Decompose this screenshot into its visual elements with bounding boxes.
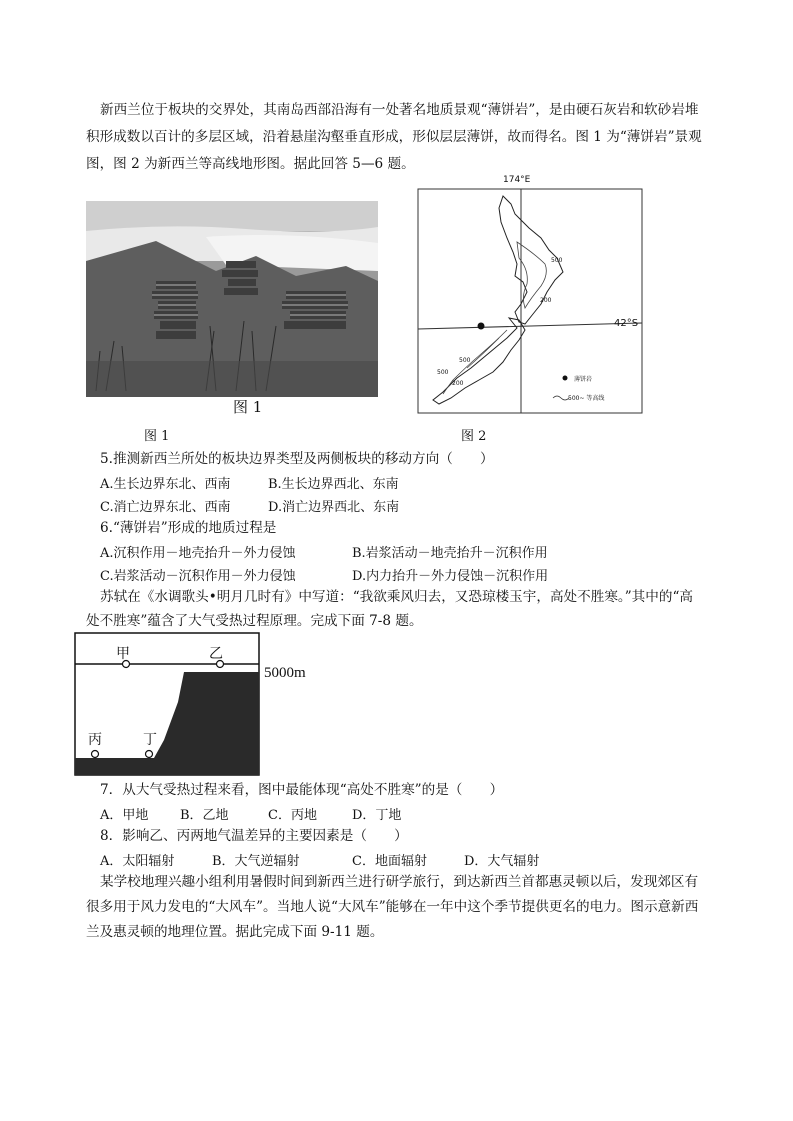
q5-option-d: D.消亡边界西北、东南 [268, 500, 400, 515]
label-jia: 甲 [116, 646, 130, 662]
q7-option-b: B．乙地 [180, 808, 229, 823]
outro-line-2: 很多用于风力发电的“大风车”。当地人说“大风车”能够在一年中这个季节提供更名的电力。图示意新西 [86, 899, 699, 915]
q7-option-c: C．丙地 [268, 808, 317, 823]
legend-contour-label: 500~ 等高线 [568, 395, 605, 402]
fig1-caption: 图 1 [144, 429, 170, 444]
outro-line-1: 某学校地理兴趣小组利用暑假时间到新西兰进行研学旅行，到达新西兰首都惠灵顿以后，发现郊区有 [100, 874, 699, 890]
longitude-label: 174°E [503, 175, 531, 185]
q7-option-d: D．丁地 [352, 808, 402, 823]
contour-label: 500 [459, 357, 471, 364]
q8-option-b: B．大气逆辐射 [212, 854, 300, 869]
altitude-diagram [74, 632, 324, 777]
legend-point-label: 薄饼岩 [574, 376, 593, 383]
q5-option-a: A.生长边界东北、西南 [100, 477, 231, 492]
q5-option-c: C.消亡边界东北、西南 [100, 500, 231, 515]
q8-option-d: D．大气辐射 [464, 854, 540, 869]
pancake-rocks-photo [86, 201, 378, 397]
q6-option-c: C.岩浆活动－沉积作用－外力侵蚀 [100, 569, 296, 584]
intro-line-3: 图，图 2 为新西兰等高线地形图。据此回答 5—6 题。 [86, 156, 415, 172]
latitude-label: 42°S [614, 318, 639, 329]
label-yi: 乙 [209, 646, 223, 662]
q7-stem: 7．从大气受热过程来看，图中最能体现“高处不胜寒”的是（ ） [100, 782, 504, 798]
poem-line-1: 苏轼在《水调歌头•明月几时有》中写道：“我欲乘风归去，又恐琼楼玉宇，高处不胜寒。”其中的“高 [100, 589, 694, 605]
outro-line-3: 兰及惠灵顿的地理位置。据此完成下面 9-11 题。 [86, 924, 384, 940]
q8-option-a: A．太阳辐射 [100, 854, 175, 869]
new-zealand-contour-map [417, 188, 643, 414]
q6-option-a: A.沉积作用－地壳抬升－外力侵蚀 [100, 546, 296, 561]
label-ding: 丁 [143, 732, 157, 748]
q5-option-b: B.生长边界西北、东南 [268, 477, 399, 492]
q7-option-a: A．甲地 [100, 808, 149, 823]
q6-option-b: B.岩浆活动－地壳抬升－沉积作用 [352, 546, 548, 561]
poem-line-2: 处不胜寒”蕴含了大气受热过程原理。完成下面 7-8 题。 [86, 613, 423, 629]
contour-label: 200 [452, 380, 464, 387]
fig2-caption: 图 2 [461, 429, 487, 444]
contour-label: 500 [551, 257, 563, 264]
altitude-label: 5000m [264, 665, 306, 681]
pancake-rock-marker [478, 323, 485, 330]
point-ding [146, 751, 153, 758]
intro-line-2: 积形成数以百计的多层区域，沿着悬崖沟壑垂直形成，形似层层薄饼，故而得名。图 1 为“薄饼岩”景观 [86, 129, 702, 145]
contour-label: 500 [437, 369, 449, 376]
q6-stem: 6.“薄饼岩”形成的地质过程是 [100, 520, 277, 536]
q5-stem: 5.推测新西兰所处的板块边界类型及两侧板块的移动方向（ ） [100, 451, 494, 467]
contour-label: 200 [540, 297, 552, 304]
fig1-partial-label: 图 1 [233, 400, 263, 414]
point-bing [92, 751, 99, 758]
intro-line-1: 新西兰位于板块的交界处，其南岛西部沿海有一处著名地质景观“薄饼岩”，是由硬石灰岩和软砂岩堆 [100, 102, 699, 118]
label-bing: 丙 [88, 732, 102, 748]
q8-option-c: C．地面辐射 [352, 854, 427, 869]
q6-option-d: D.内力抬升－外力侵蚀－沉积作用 [352, 569, 549, 584]
legend-point-icon [563, 376, 568, 381]
q8-stem: 8．影响乙、丙两地气温差异的主要因素是（ ） [100, 828, 408, 844]
